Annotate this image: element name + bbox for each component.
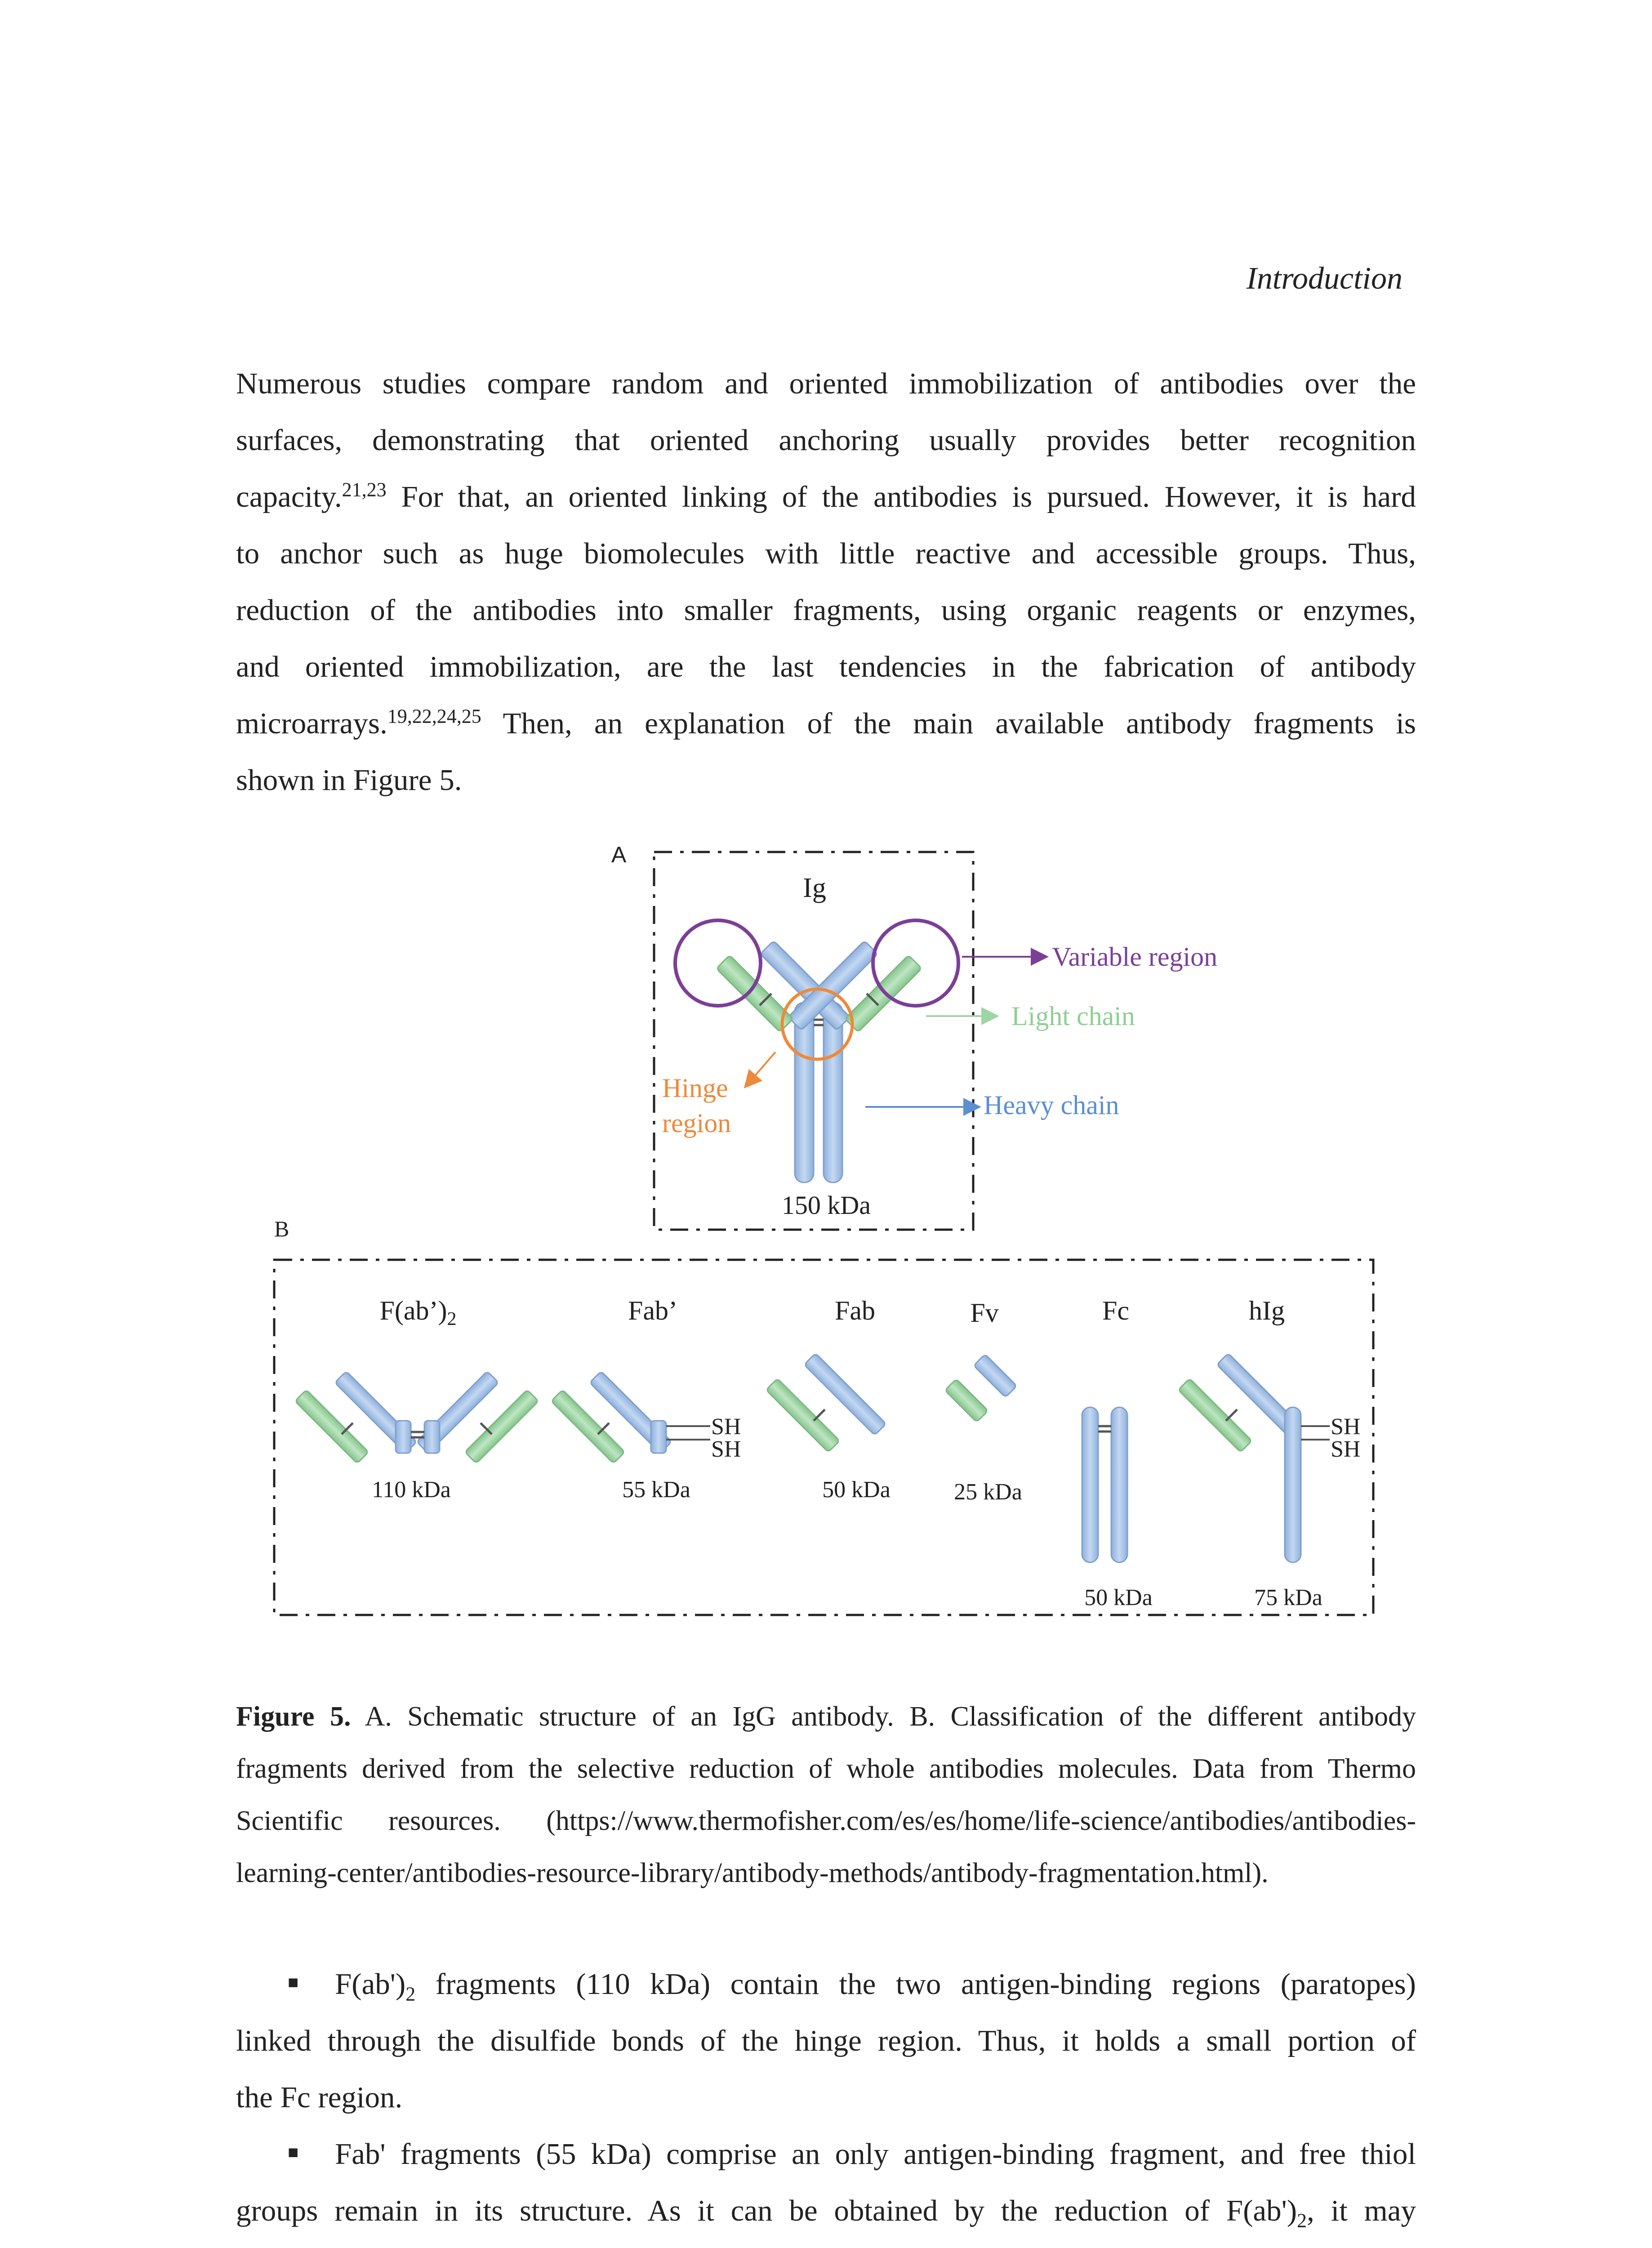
figure-5 bbox=[0, 832, 1652, 1650]
text-run: groups remain in its structure. As it can be obtained by the reduction of F(ab') bbox=[236, 2194, 1297, 2227]
fv-weight: 25 kDa bbox=[954, 1479, 1022, 1505]
ig-title: Ig bbox=[803, 873, 826, 903]
caption-line: Scientific resources. (https://www.thermofisher.com/es/es/home/life-science/antibodies/antibodies- bbox=[236, 1806, 1416, 1836]
paragraph-line: the Fc region. bbox=[236, 2081, 403, 2114]
caption-line: fragments derived from the selective reduction of whole antibodies molecules. Data from Thermo bbox=[236, 1753, 1416, 1784]
heavy-chain-label: Heavy chain bbox=[984, 1090, 1119, 1120]
citation-superscript: 21,23 bbox=[342, 478, 387, 501]
caption-label: Figure 5. bbox=[236, 1701, 351, 1732]
text-run: For that, an oriented linking of the antibodies is pursued. However, it is hard bbox=[386, 480, 1416, 513]
caption-line bbox=[236, 1690, 1416, 1743]
hig-name: hIg bbox=[1249, 1296, 1285, 1325]
fc-weight: 50 kDa bbox=[1084, 1585, 1153, 1610]
ig-weight: 150 kDa bbox=[781, 1191, 871, 1220]
variable-region-circle-left bbox=[675, 920, 761, 1006]
hig-weight: 75 kDa bbox=[1254, 1585, 1322, 1610]
fc-fragment-shape bbox=[1082, 1296, 1153, 1610]
hig-fragment-shape bbox=[1178, 1296, 1361, 1610]
text-run: Then, an explanation of the main available antibody fragments is bbox=[481, 707, 1416, 740]
heavy-chain-stem-right bbox=[824, 1003, 842, 1182]
fab2-fragment-shape bbox=[295, 1296, 539, 1503]
intro-paragraph bbox=[236, 355, 1416, 808]
text-run: microarrays. bbox=[236, 707, 387, 740]
text-run: capacity. bbox=[236, 480, 342, 513]
heavy-chain-stem-left bbox=[795, 1003, 814, 1182]
light-chain-label: Light chain bbox=[1011, 1001, 1135, 1031]
text-run: F(ab') bbox=[335, 1967, 406, 2001]
hinge-label-line2: region bbox=[662, 1108, 731, 1138]
bullet-marker: ■ bbox=[288, 2142, 299, 2162]
fc-name: Fc bbox=[1102, 1296, 1129, 1325]
paragraph-line: shown in Figure 5. bbox=[236, 763, 462, 797]
fab-weight: 50 kDa bbox=[822, 1477, 891, 1503]
panel-b-letter: B bbox=[274, 1216, 289, 1241]
paragraph-line bbox=[236, 468, 1416, 525]
paragraph-line bbox=[236, 2239, 1416, 2248]
paragraph-line: and oriented immobilization, are the last tendencies in the fabrication of antibody bbox=[236, 650, 1416, 683]
svg-text:F(ab’)2 bbox=[380, 1296, 457, 1329]
fab-prime-name: Fab’ bbox=[628, 1296, 677, 1325]
paragraph-line bbox=[236, 1956, 1416, 2012]
running-head: Introduction bbox=[1246, 261, 1403, 296]
variable-region-label: Variable region bbox=[1052, 942, 1218, 972]
fv-name: Fv bbox=[970, 1298, 999, 1328]
hig-thiol-2: SH bbox=[1331, 1436, 1361, 1462]
fab-prime-thiol-2: SH bbox=[711, 1436, 741, 1462]
subscript: 2 bbox=[1297, 2209, 1307, 2232]
fab-fragment-shape bbox=[766, 1296, 891, 1503]
paragraph-line: Numerous studies compare random and oriented immobilization of antibodies over the bbox=[236, 367, 1416, 400]
caption-line: learning-center/antibodies-resource-library/antibody-methods/antibody-fragmentation.html). bbox=[236, 1858, 1269, 1888]
fab2-weight: 110 kDa bbox=[372, 1477, 451, 1503]
antibody-diagram bbox=[0, 832, 1652, 1650]
paragraph-line: to anchor such as huge biomolecules with little reactive and accessible groups. Thus, bbox=[236, 537, 1416, 570]
bullet-marker: ■ bbox=[288, 1972, 299, 1992]
fab-prime-fragment-shape bbox=[551, 1296, 741, 1503]
citation-superscript: 19,22,24,25 bbox=[387, 705, 481, 727]
fab-prime-weight: 55 kDa bbox=[622, 1477, 690, 1503]
bullet-item-fab2 bbox=[236, 1956, 1416, 2126]
text-run: A. Schematic structure of an IgG antibody. B. Classification of the different antibody bbox=[351, 1701, 1416, 1732]
fv-fragment-shape bbox=[945, 1298, 1022, 1505]
paragraph-line: reduction of the antibodies into smaller fragments, using organic reagents or enzymes, bbox=[236, 593, 1416, 627]
fab2-subscript: 2 bbox=[447, 1309, 457, 1329]
fab-prime-thiol-1: SH bbox=[711, 1414, 741, 1440]
figure-caption bbox=[236, 1690, 1416, 1899]
hig-thiol-1: SH bbox=[1331, 1414, 1361, 1440]
igg-antibody-shape bbox=[675, 920, 958, 1182]
paragraph-line: linked through the disulfide bonds of the hinge region. Thus, it holds a small portion of bbox=[236, 2024, 1416, 2057]
subscript: 2 bbox=[405, 1983, 416, 2005]
bullet-item-fab-prime bbox=[236, 2126, 1416, 2248]
paragraph-line: Fab' fragments (55 kDa) comprise an only antigen-binding fragment, and free thiol bbox=[335, 2137, 1416, 2171]
panel-a-letter: A bbox=[611, 842, 627, 867]
fab-name: Fab bbox=[835, 1296, 875, 1325]
hinge-label-line1: Hinge bbox=[662, 1073, 728, 1103]
fab2-name: F(ab’) bbox=[379, 1296, 447, 1325]
text-run: , it may bbox=[1307, 2194, 1416, 2227]
paragraph-line bbox=[236, 2182, 1416, 2239]
paragraph-line: surfaces, demonstrating that oriented anchoring usually provides better recognition bbox=[236, 424, 1416, 457]
text-run: fragments (110 kDa) contain the two antigen-binding regions (paratopes) bbox=[415, 1967, 1416, 2001]
paragraph-line bbox=[236, 695, 1416, 752]
